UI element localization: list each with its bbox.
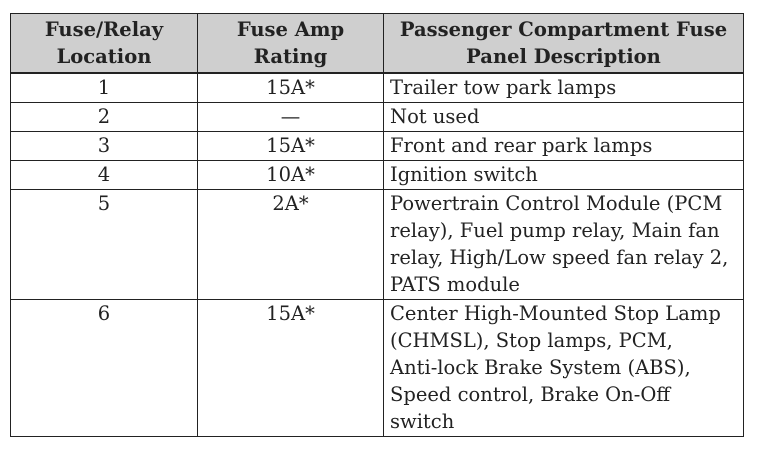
table-header — [11, 14, 744, 74]
table-row — [11, 73, 744, 103]
header-description-line-1: Passenger Compartment Fuse — [399, 18, 728, 41]
cell-amp-rating: 15A* — [198, 300, 384, 437]
description-line: Front and rear park lamps — [390, 134, 653, 157]
description-line: Speed control, Brake On-Off — [390, 383, 671, 406]
header-amp-line-1: Fuse Amp — [236, 18, 345, 41]
cell-description — [384, 132, 744, 161]
header-location-line-2: Location — [56, 45, 152, 68]
cell-location: 5 — [11, 190, 198, 300]
description-line: (CHMSL), Stop lamps, PCM, — [390, 329, 673, 352]
cell-location: 1 — [11, 73, 198, 103]
description-line: relay, High/Low speed fan relay 2, — [390, 246, 729, 269]
fuse-panel-table — [10, 13, 744, 437]
description-line: Not used — [390, 105, 480, 128]
cell-amp-rating: 10A* — [198, 161, 384, 190]
header-row — [11, 14, 744, 74]
header-amp-rating — [198, 14, 384, 74]
header-description-line-2: Panel Description — [466, 45, 661, 68]
cell-description — [384, 190, 744, 300]
table-row — [11, 300, 744, 437]
table-row — [11, 132, 744, 161]
table-body — [11, 73, 744, 437]
cell-amp-rating: 15A* — [198, 73, 384, 103]
table-row — [11, 161, 744, 190]
table-row — [11, 103, 744, 132]
cell-amp-rating: — — [198, 103, 384, 132]
cell-location: 6 — [11, 300, 198, 437]
header-location — [11, 14, 198, 74]
cell-amp-rating: 2A* — [198, 190, 384, 300]
description-line: relay), Fuel pump relay, Main fan — [390, 219, 720, 242]
cell-description — [384, 300, 744, 437]
cell-description — [384, 103, 744, 132]
table-row — [11, 190, 744, 300]
cell-location: 4 — [11, 161, 198, 190]
cell-amp-rating: 15A* — [198, 132, 384, 161]
description-line: PATS module — [390, 273, 520, 296]
description-line: Anti-lock Brake System (ABS), — [390, 356, 691, 379]
cell-description — [384, 73, 744, 103]
cell-location: 2 — [11, 103, 198, 132]
description-line: Powertrain Control Module (PCM — [390, 192, 723, 215]
cell-description — [384, 161, 744, 190]
header-description — [384, 14, 744, 74]
description-line: Trailer tow park lamps — [390, 76, 617, 99]
header-location-line-1: Fuse/Relay — [44, 18, 164, 41]
header-amp-line-2: Rating — [253, 45, 328, 68]
cell-location: 3 — [11, 132, 198, 161]
description-line: Ignition switch — [390, 163, 538, 186]
description-line: switch — [390, 410, 455, 433]
description-line: Center High-Mounted Stop Lamp — [390, 302, 721, 325]
